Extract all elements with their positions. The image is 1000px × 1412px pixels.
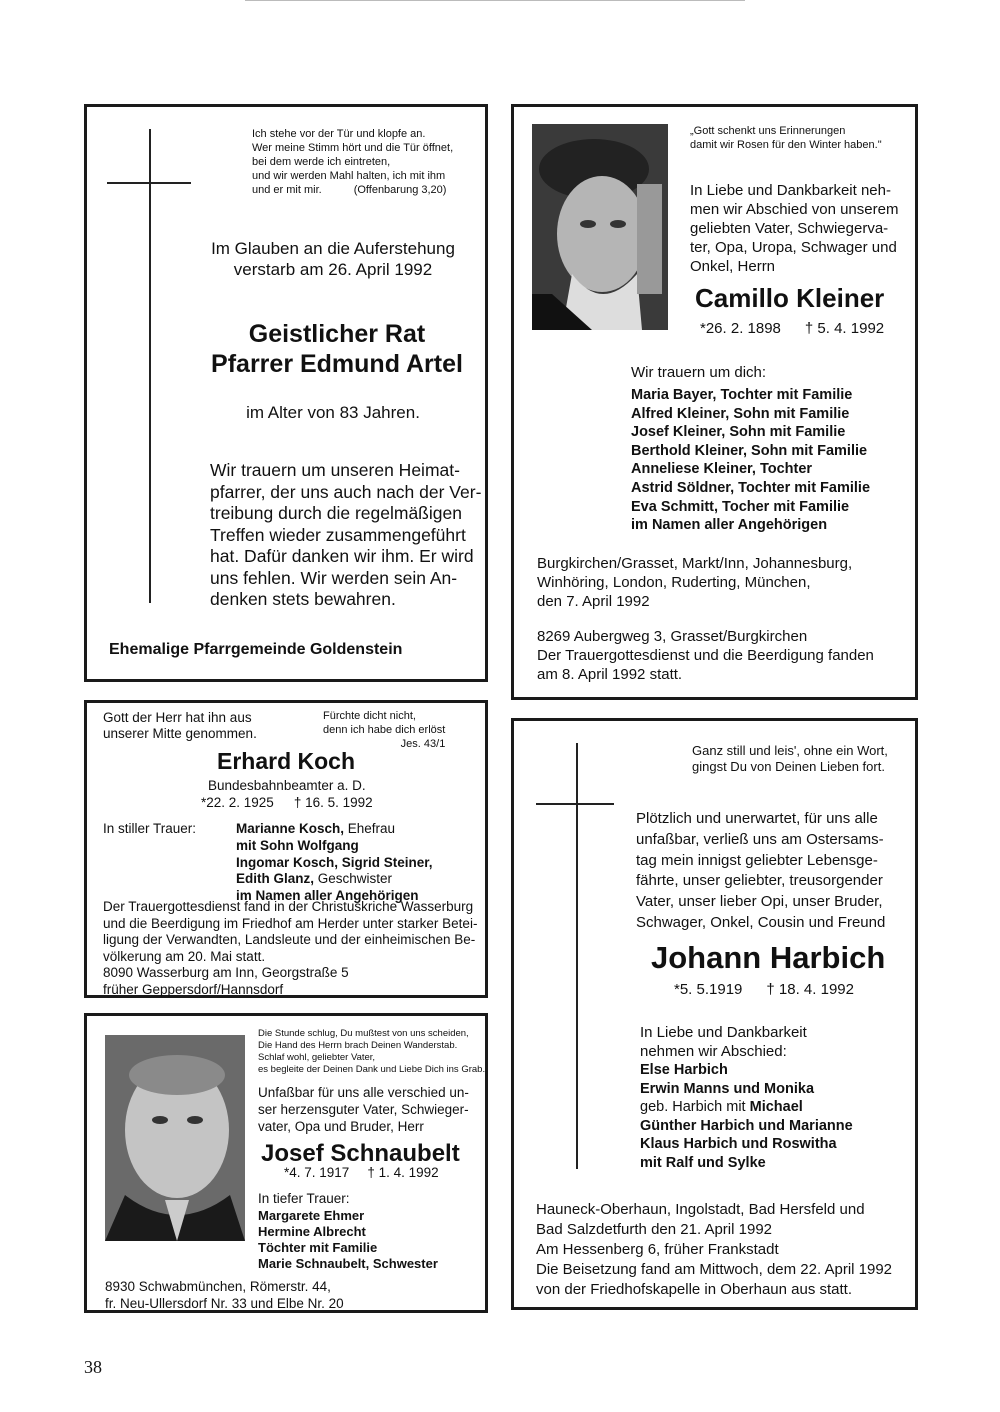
harbich-name: Johann Harbich bbox=[651, 940, 886, 975]
verse-ref: (Offenbarung 3,20) bbox=[353, 184, 447, 196]
koch-dates: *22. 2. 1925 † 16. 5. 1992 bbox=[201, 795, 373, 810]
cross-bar bbox=[536, 803, 614, 805]
koch-mourn-label: In stiller Trauer: bbox=[103, 821, 197, 836]
portrait-photo bbox=[532, 124, 668, 330]
portrait-photo bbox=[105, 1035, 245, 1241]
harbich-body: Plötzlich und unerwartet, für uns alle unfaßbar, verließ uns am Ostersams- tag mein innigst geliebter Lebensge- fährte, unser geliebter, treusorgender Vater, unser lieber Opi, unser Bruder, Schwager, Onkel, Cousin und Freund bbox=[636, 810, 886, 931]
portrait-image bbox=[532, 124, 668, 330]
koch-mourners: Marianne Kosch, Ehefrau mit Sohn Wolfgang Ingomar Kosch, Sigrid Steiner, Edith Glanz, Geschwister im Namen aller Angehörigen bbox=[236, 821, 433, 904]
kleiner-places: Burgkirchen/Grasset, Markt/Inn, Johannesburg, Winhöring, London, Ruderting, München, den 7. April 1992 bbox=[537, 555, 853, 610]
kleiner-intro: In Liebe und Dankbarkeit neh- men wir Abschied von unserem geliebten Vater, Schwiegerva- ter, Opa, Uropa, Schwager und Onkel, Herrn bbox=[690, 182, 899, 275]
obituary-harbich bbox=[511, 718, 918, 1310]
artel-intro: Im Glauben an die Auferstehung verstarb am 26. April 1992 bbox=[211, 239, 455, 279]
schnaubelt-mourn-label: In tiefer Trauer: bbox=[258, 1191, 350, 1206]
top-rule bbox=[245, 0, 745, 1]
harbich-intro: In Liebe und Dankbarkeit nehmen wir Abschied: bbox=[640, 1024, 807, 1060]
schnaubelt-verse: Die Stunde schlug, Du mußtest von uns scheiden, Die Hand des Herrn brach Deinen Wanderstab. Schlaf wohl, geliebter Vater, es begleite der Deinen Dank und Liebe Dich ins Grab. bbox=[258, 1028, 486, 1075]
kleiner-dates: *26. 2. 1898 † 5. 4. 1992 bbox=[700, 320, 885, 337]
harbich-verse: Ganz still und leis', ohne ein Wort, gingst Du von Deinen Lieben fort. bbox=[692, 743, 888, 774]
obituary-kleiner bbox=[511, 104, 918, 700]
koch-left-quote: Gott der Herr hat ihn aus unserer Mitte genommen. bbox=[103, 710, 257, 741]
portrait-image bbox=[105, 1035, 245, 1241]
obituary-artel bbox=[84, 104, 488, 682]
kleiner-mourn-label: Wir trauern um dich: bbox=[631, 364, 767, 381]
artel-signature: Ehemalige Pfarrgemeinde Goldenstein bbox=[109, 641, 403, 658]
harbich-mourners: Else Harbich Erwin Manns und Monika geb. Harbich mit Michael Günther Harbich und Marianne Klaus Harbich und Roswitha mit Ralf und Sylke bbox=[640, 1062, 853, 1171]
kleiner-name: Camillo Kleiner bbox=[695, 283, 885, 313]
koch-title: Bundesbahnbeamter a. D. bbox=[208, 778, 366, 793]
harbich-dates: *5. 5.1919 † 18. 4. 1992 bbox=[674, 981, 854, 998]
harbich-footer: Hauneck-Oberhaun, Ingolstadt, Bad Hersfeld und Bad Salzdetfurth den 21. April 1992 Am Hessenberg 6, früher Frankstadt Die Beisetzung fand am Mittwoch, dem 22. April 1992 von der Friedhofskapelle in Oberhaun aus statt. bbox=[536, 1201, 893, 1298]
artel-age: im Alter von 83 Jahren. bbox=[246, 403, 420, 422]
koch-right-quote: Fürchte dicht nicht, denn ich habe dich erlöst Jes. 43/1 bbox=[323, 710, 446, 750]
kleiner-quote: „Gott schenkt uns Erinnerungen damit wir Rosen für den Winter haben." bbox=[690, 125, 882, 151]
obituary-koch bbox=[84, 700, 488, 998]
artel-name: Geistlicher Rat Pfarrer Edmund Artel bbox=[211, 320, 463, 378]
cross-icon bbox=[576, 743, 578, 1169]
kleiner-address: 8269 Aubergweg 3, Grasset/Burgkirchen Der Trauergottesdienst und die Beerdigung fanden am 8. April 1992 statt. bbox=[537, 628, 874, 683]
schnaubelt-name: Josef Schnaubelt bbox=[261, 1140, 460, 1167]
koch-name: Erhard Koch bbox=[217, 748, 356, 774]
koch-footer: Der Trauergottesdienst fand in der Christuskriche Wasserburg und die Beerdigung im Friedhof am Herder unter starker Betei- ligung der Verwandten, Landsleute und der einheimischen Be- völkerung am 20. Mai statt. 8090 Wasserburg am Inn, Georgstraße 5 früher Geppersdorf/Hannsdorf bbox=[103, 899, 478, 997]
cross-bar bbox=[107, 182, 191, 184]
cross-icon bbox=[149, 129, 151, 603]
kleiner-mourners: Maria Bayer, Tochter mit Familie Alfred Kleiner, Sohn mit Familie Josef Kleiner, Sohn mit Familie Berthold Kleiner, Sohn mit Familie Anneliese Kleiner, Tochter Astrid Söldner, Tochter mit Familie Eva Schmitt, Tocher mit Familie im Namen aller Angehörigen bbox=[631, 387, 871, 534]
obituary-schnaubelt bbox=[84, 1013, 488, 1313]
schnaubelt-dates: *4. 7. 1917 † 1. 4. 1992 bbox=[284, 1165, 439, 1180]
schnaubelt-mourners: Margarete Ehmer Hermine Albrecht Töchter mit Familie Marie Schnaubelt, Schwester bbox=[258, 1208, 438, 1271]
artel-verse: Ich stehe vor der Tür und klopfe an. Wer meine Stimm hört und die Tür öffnet, bei dem werde ich eintreten, und wir werden Mahl halten, ich mit ihm und er mit mir. (Offenbarung 3,20) bbox=[252, 128, 454, 196]
schnaubelt-address: 8930 Schwabmünchen, Römerstr. 44, fr. Neu-Ullersdorf Nr. 33 und Elbe Nr. 20 bbox=[105, 1279, 344, 1311]
page-number: 38 bbox=[84, 1357, 102, 1377]
schnaubelt-body: Unfaßbar für uns alle verschied un- ser herzensguter Vater, Schwieger- vater, Opa und Bruder, Herr bbox=[258, 1085, 469, 1134]
artel-body: Wir trauern um unseren Heimat- pfarrer, der uns auch nach der Ver- treibung durch die regelmäßigen Treffen wieder zusammengeführt hat. Dafür danken wir ihm. Er wird uns fehlen. Wir werden sein An- denken stets bewahren. bbox=[210, 460, 482, 609]
